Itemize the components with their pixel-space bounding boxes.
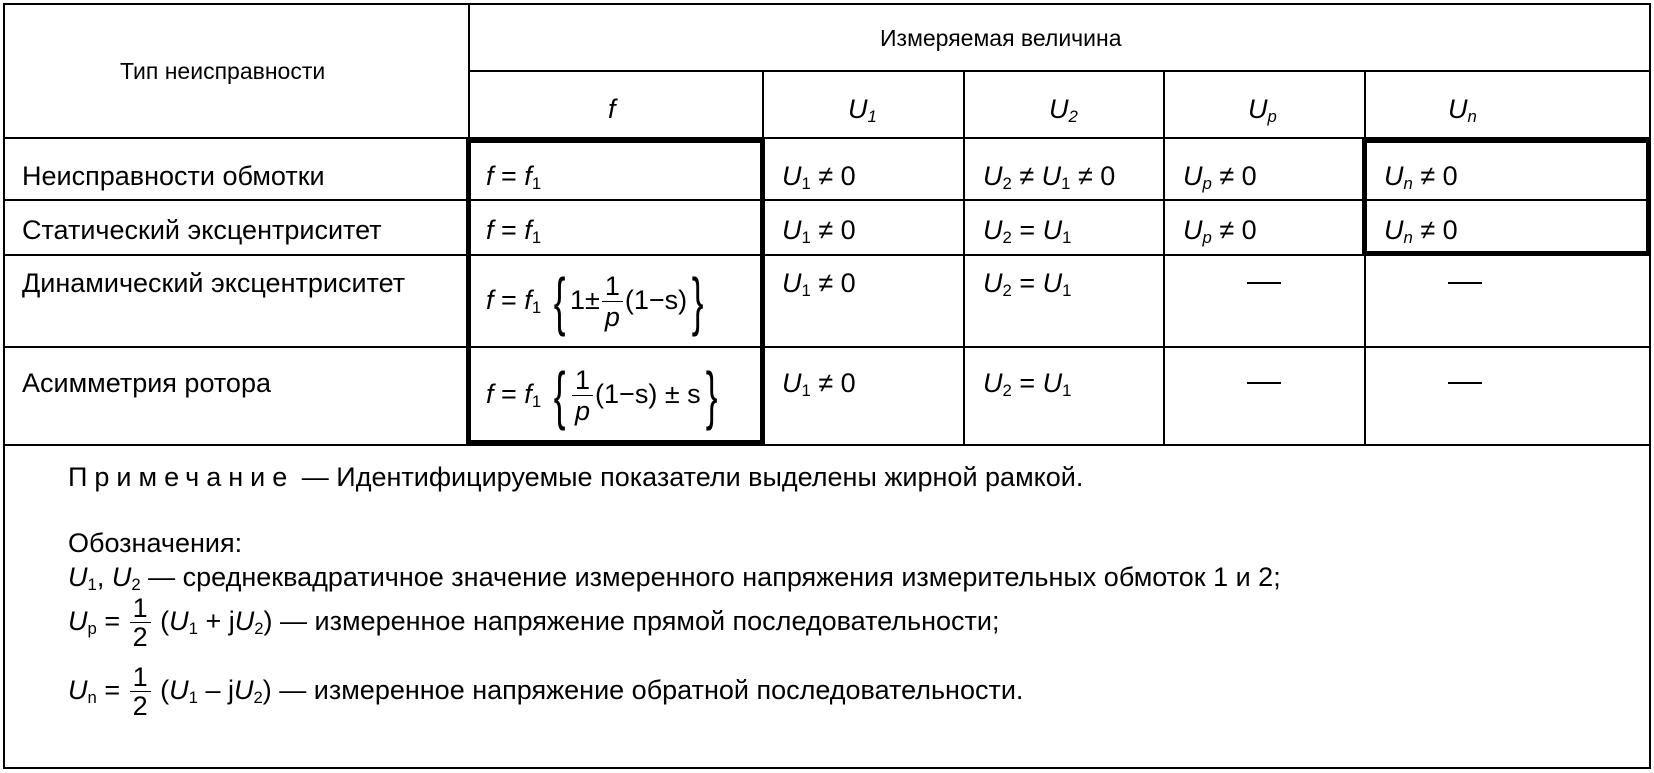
col-header-un: $U_n$ bbox=[1448, 94, 1477, 127]
header-fault-type: Тип неисправности bbox=[120, 58, 326, 84]
cell-r3-un-dash bbox=[1448, 282, 1482, 284]
cell-r2-f: $f = f_1$ bbox=[486, 215, 542, 248]
cell-r1-u1: $U_1 \ne 0$ bbox=[782, 161, 856, 194]
col-rule-3 bbox=[963, 70, 965, 445]
header-measured-quantity: Измеряемая величина bbox=[880, 25, 1122, 51]
cell-r4-u2: $U_2 = U_1$ bbox=[983, 368, 1072, 401]
designation-line-u1-u2: $U_1$, $U_2$ — среднеквадратичное значение измеренного напряжения измерительных обмоток 1 и 2; bbox=[68, 562, 1281, 595]
cell-r1-u2: $U_2 \ne U_1 \ne 0$ bbox=[983, 161, 1116, 194]
fraction-1-over-p: $\frac{1}{p}$ bbox=[602, 273, 623, 331]
col-header-f: f bbox=[608, 94, 616, 124]
cell-r3-f: $f = f_1$ { 1± $\frac{1}{p}$ (1−s)} bbox=[486, 265, 704, 338]
designations-title: Обозначения: bbox=[68, 528, 243, 558]
row-label-static-ecc: Статический эксцентриситет bbox=[22, 215, 382, 245]
fraction-1-over-2: $\frac{1}{2}$ bbox=[130, 663, 151, 721]
designation-line-up: $U_p$ = $\frac{1}{2}$ $(U_1 + jU_2)$ — измеренное напряжение прямой последовательности; bbox=[68, 593, 1000, 653]
cell-r1-un: $U_n \ne 0$ bbox=[1384, 161, 1458, 194]
cell-r2-u2: $U_2 = U_1$ bbox=[983, 215, 1072, 248]
col-header-u1: $U_1$ bbox=[848, 94, 877, 127]
cell-r3-up-dash bbox=[1247, 282, 1281, 284]
note-label: Примечание bbox=[68, 462, 295, 492]
cell-r2-up: $U_p \ne 0$ bbox=[1183, 215, 1257, 248]
col-rule-5 bbox=[1364, 70, 1366, 445]
cell-r1-up: $U_p \ne 0$ bbox=[1183, 161, 1257, 194]
fraction-1-over-2: $\frac{1}{2}$ bbox=[130, 594, 151, 652]
col-header-u2: $U_2$ bbox=[1049, 94, 1078, 127]
col-header-up: $U_p$ bbox=[1248, 94, 1277, 127]
cell-r2-un: $U_n \ne 0$ bbox=[1384, 215, 1458, 248]
table-note bbox=[68, 462, 1083, 493]
table-note-rule bbox=[3, 444, 1650, 446]
row-label-rotor-asym: Асимметрия ротора bbox=[22, 368, 271, 398]
note-text: — Идентифицируемые показатели выделены жирной рамкой. bbox=[294, 462, 1084, 492]
header-divider bbox=[468, 70, 1650, 72]
cell-r3-u1: $U_1 \ne 0$ bbox=[782, 268, 856, 301]
cell-r1-f: $f = f_1$ bbox=[486, 161, 542, 194]
row-rule-3 bbox=[3, 346, 1650, 348]
col-rule-4 bbox=[1163, 70, 1165, 445]
cell-r4-un-dash bbox=[1448, 382, 1482, 384]
cell-r3-u2: $U_2 = U_1$ bbox=[983, 268, 1072, 301]
designation-line-un: $U_n$ = $\frac{1}{2}$ $(U_1 - jU_2)$ — измеренное напряжение обратной последовательности. bbox=[68, 662, 1024, 722]
row-label-dynamic-ecc: Динамический эксцентриситет bbox=[22, 268, 406, 298]
fraction-1-over-p: $\frac{1}{p}$ bbox=[572, 367, 593, 425]
row-label-winding: Неисправности обмотки bbox=[22, 161, 325, 191]
cell-r2-u1: $U_1 \ne 0$ bbox=[782, 215, 856, 248]
cell-r4-up-dash bbox=[1247, 382, 1281, 384]
cell-r4-u1: $U_1 \ne 0$ bbox=[782, 368, 856, 401]
cell-r4-f: $f = f_1$ { $\frac{1}{p}$ (1−s) ± s} bbox=[486, 359, 718, 432]
